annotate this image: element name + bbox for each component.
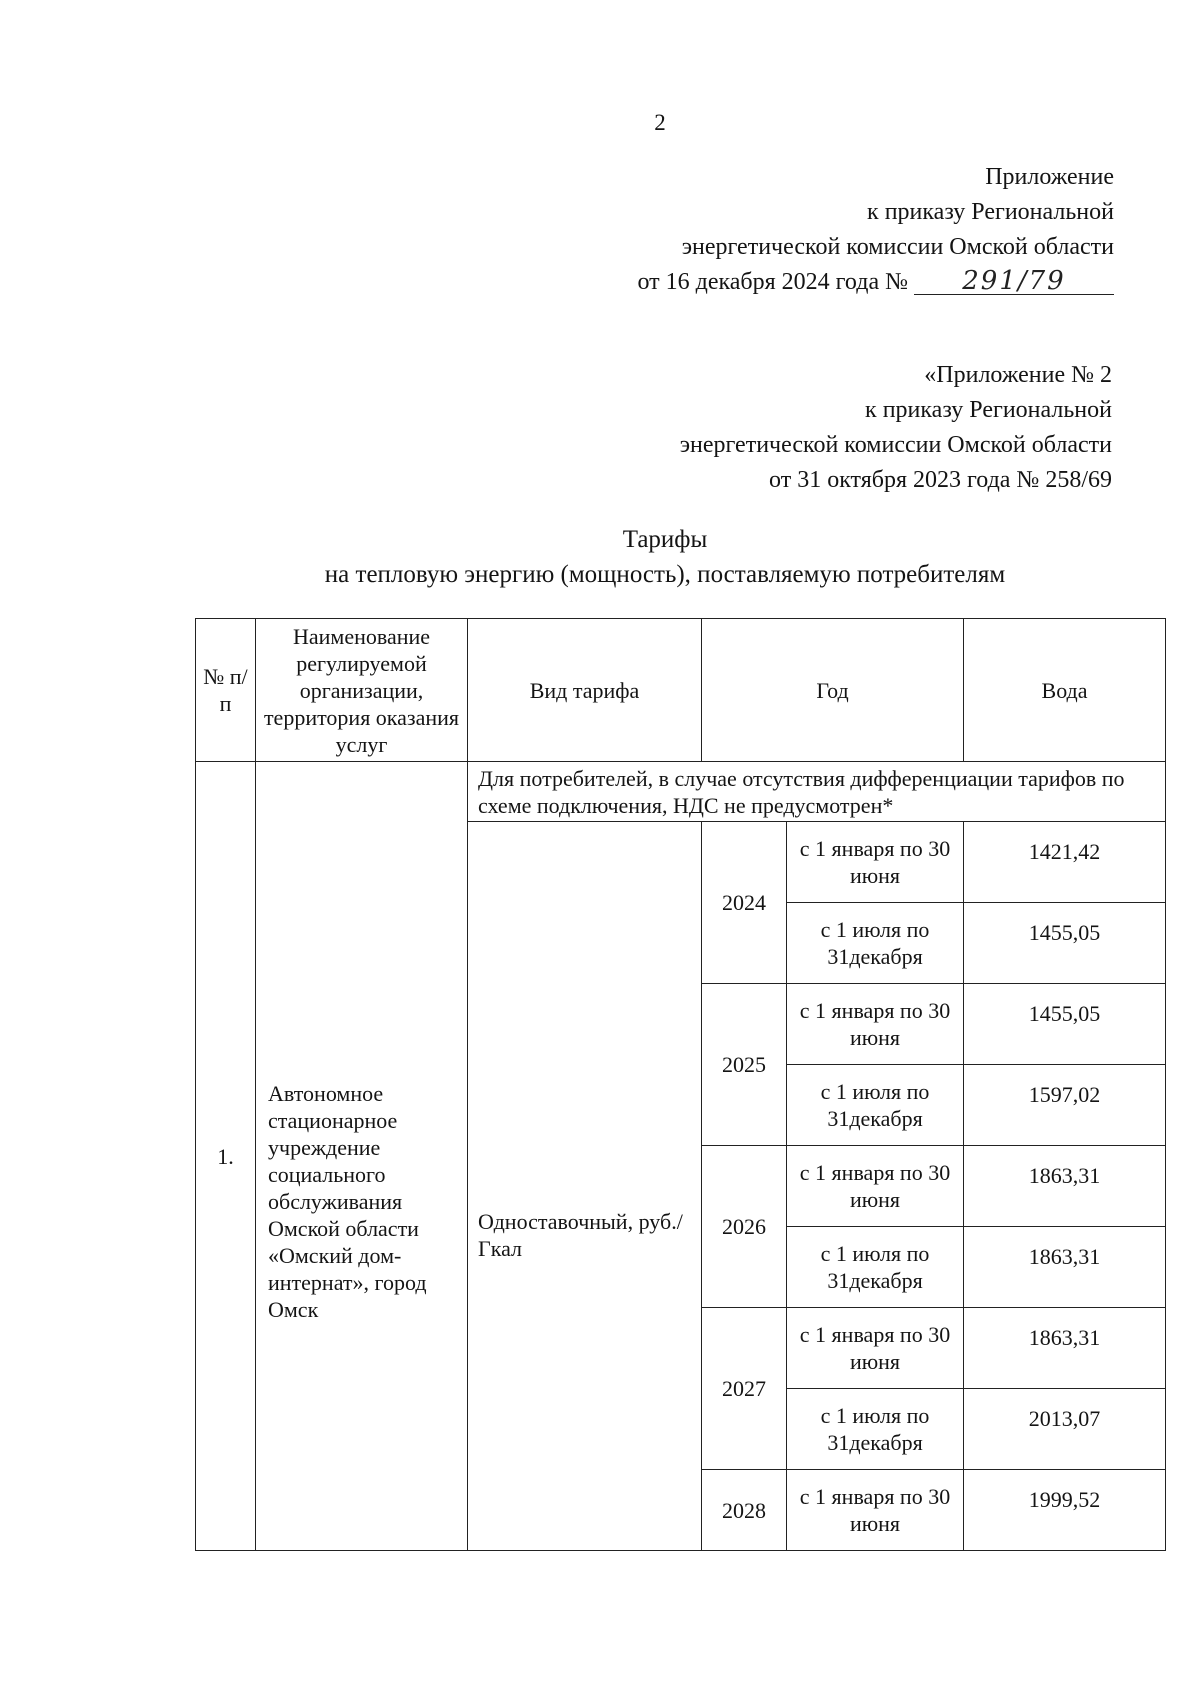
appendix-line: энергетической комиссии Омской области [679, 432, 1112, 458]
header-org: Наименование регулируемой организации, территория оказания услуг [256, 619, 468, 762]
organization-name: Автономное стационарное учреждение социального обслуживания Омской области «Омский дом-интернат», город Омск [256, 762, 468, 1551]
document-title: Тарифы [622, 526, 708, 553]
value-cell: 1455,05 [964, 984, 1166, 1065]
value-cell: 1863,31 [964, 1308, 1166, 1389]
consumer-note: Для потребителей, в случае отсутствия дифференциации тарифов по схеме подключения, НДС не предусмотрен* [468, 762, 1166, 822]
table-row [196, 762, 1166, 822]
year-cell: 2027 [702, 1308, 787, 1470]
period-cell: с 1 июля по 31декабря [787, 903, 964, 984]
period-cell: с 1 июля по 31декабря [787, 1065, 964, 1146]
value-cell: 2013,07 [964, 1389, 1166, 1470]
value-cell: 1597,02 [964, 1065, 1166, 1146]
value-cell: 1999,52 [964, 1470, 1166, 1551]
appendix-line: к приказу Региональной [867, 199, 1114, 225]
document-subtitle: на тепловую энергию (мощность), поставляемую потребителям [324, 561, 1006, 588]
page-number: 2 [654, 110, 666, 135]
year-cell: 2024 [702, 822, 787, 984]
appendix-header-current [637, 160, 1114, 300]
header-num: № п/п [196, 619, 256, 762]
period-cell: с 1 июля по 31декабря [787, 1389, 964, 1470]
order-date: от 16 декабря 2024 года № [637, 269, 908, 295]
tariff-type: Одноставочный, руб./Гкал [468, 822, 702, 1551]
value-cell: 1421,42 [964, 822, 1166, 903]
appendix-date-line [637, 265, 1114, 300]
appendix-line: «Приложение № 2 [924, 362, 1112, 388]
appendix-header-original [680, 358, 1112, 498]
appendix-line: энергетической комиссии Омской области [681, 234, 1114, 260]
year-cell: 2026 [702, 1146, 787, 1308]
table-header-row [196, 619, 1166, 762]
period-cell: с 1 января по 30 июня [787, 984, 964, 1065]
appendix-line: Приложение [985, 164, 1114, 190]
period-cell: с 1 января по 30 июня [787, 1308, 964, 1389]
row-number: 1. [196, 762, 256, 1551]
header-type: Вид тарифа [468, 619, 702, 762]
period-cell: с 1 июля по 31декабря [787, 1227, 964, 1308]
period-cell: с 1 января по 30 июня [787, 822, 964, 903]
period-cell: с 1 января по 30 июня [787, 1470, 964, 1551]
handwritten-order-number: 291/79 [914, 268, 1114, 295]
value-cell: 1455,05 [964, 903, 1166, 984]
value-cell: 1863,31 [964, 1227, 1166, 1308]
header-water: Вода [964, 619, 1166, 762]
tariff-table [195, 618, 1166, 1551]
year-cell: 2028 [702, 1470, 787, 1551]
appendix-line: от 31 октября 2023 года № 258/69 [769, 467, 1112, 493]
appendix-line: к приказу Региональной [865, 397, 1112, 423]
header-year: Год [702, 619, 964, 762]
period-cell: с 1 января по 30 июня [787, 1146, 964, 1227]
year-cell: 2025 [702, 984, 787, 1146]
value-cell: 1863,31 [964, 1146, 1166, 1227]
